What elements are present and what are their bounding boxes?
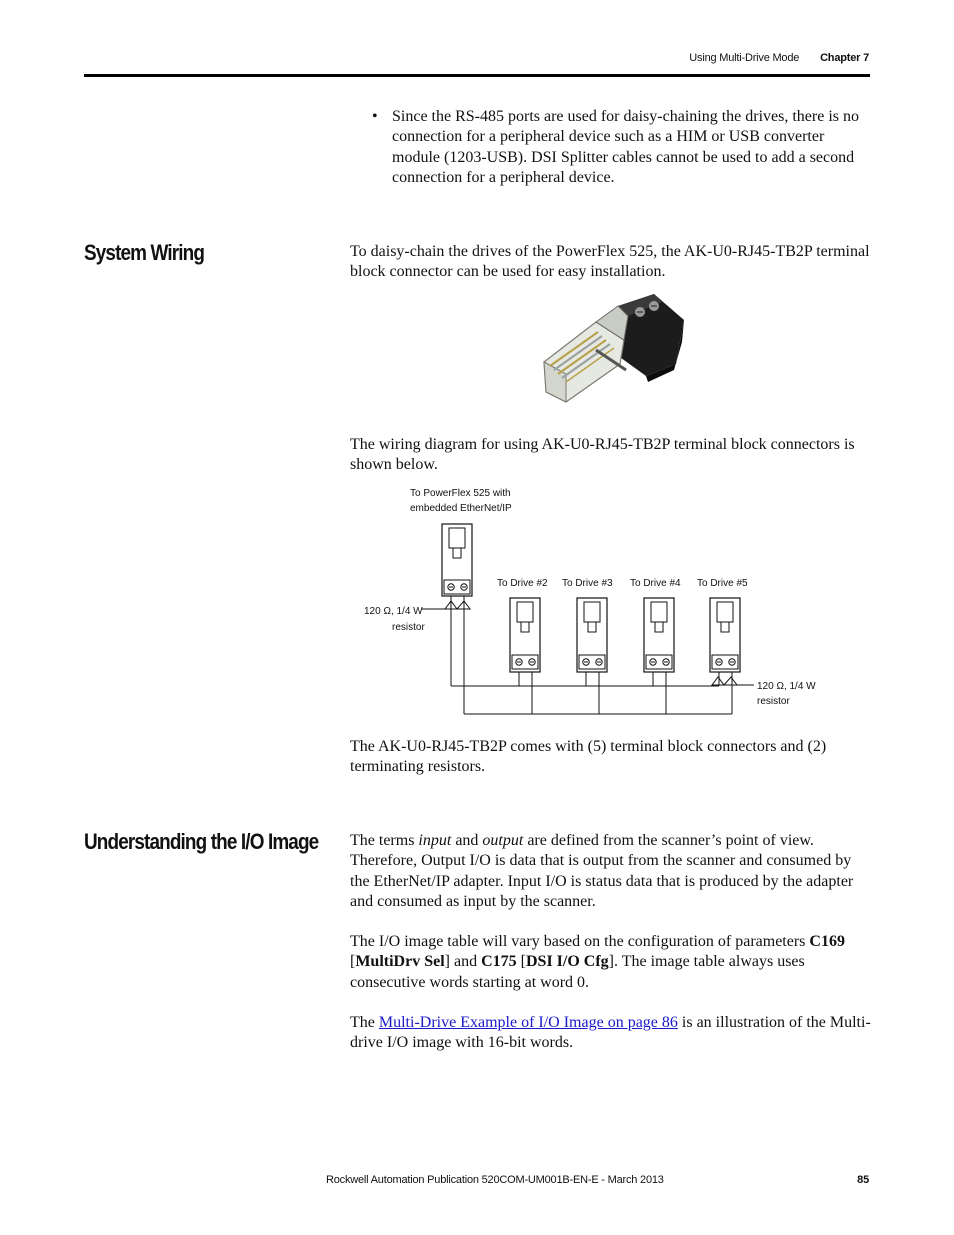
connector-photo: [536, 292, 688, 414]
connector-drive-3: [577, 598, 607, 714]
text-segment: The I/O image table will vary based on the configuration of parameters: [350, 933, 810, 950]
text-segment: is an illustration of the Multi-drive I/O image with 16-bit words.: [350, 1014, 871, 1052]
term-input: input: [418, 832, 452, 849]
text-segment: The terms: [350, 832, 419, 849]
text-segment: are defined from the scanner’s point of view. Therefore, Output I/O is data that is output from the scanner and consumed by the EtherNet/IP adapter. Input I/O is status data that is produced by the adapter and consumed as input by the scanner.: [350, 832, 854, 911]
label-resistor-right-2: resistor: [757, 696, 790, 707]
text-segment: [: [516, 953, 526, 971]
label-resistor-left-1: 120 Ω, 1/4 W: [364, 606, 423, 617]
param-c175: C175: [481, 953, 517, 971]
heading-io-image: Understanding the I/O Image: [84, 829, 319, 854]
label-drive-5: To Drive #5: [697, 578, 748, 589]
text-segment: ]. The image table always uses consecutive words starting at word 0.: [350, 953, 805, 991]
label-resistor-right-1: 120 Ω, 1/4 W: [757, 681, 816, 692]
param-multidrv-sel: MultiDrv Sel: [355, 953, 445, 971]
label-powerflex-2: embedded EtherNet/IP: [410, 503, 512, 514]
system-wiring-after: The AK-U0-RJ45-TB2P comes with (5) terminal block connectors and (2) terminating resistors.: [350, 738, 827, 776]
text-segment: ] and: [444, 953, 482, 971]
io-paragraph-3: [350, 1013, 872, 1054]
link-multi-drive-example[interactable]: Multi-Drive Example of I/O Image on page 86: [378, 1014, 678, 1031]
system-wiring-intro: To daisy-chain the drives of the PowerFlex 525, the AK-U0-RJ45-TB2P terminal block connector can be used for easy installation.: [350, 243, 870, 281]
label-drive-2: To Drive #2: [497, 578, 548, 589]
param-dsi-io-cfg: DSI I/O Cfg: [525, 953, 609, 971]
header-rule: [84, 74, 870, 77]
term-output: output: [482, 832, 524, 849]
connector-drive-5: [710, 598, 740, 714]
text-segment: [: [350, 953, 356, 971]
resistor-left: [422, 601, 470, 609]
footer-publication: Rockwell Automation Publication 520COM-UM001B-EN-E - March 2013: [326, 1174, 664, 1186]
io-paragraph-1: [350, 831, 872, 913]
diagram-intro: The wiring diagram for using AK-U0-RJ45-TB2P terminal block connectors is shown below.: [350, 436, 855, 474]
param-c169: C169: [809, 933, 845, 950]
resistor-right: [712, 677, 754, 685]
running-header: [689, 52, 869, 64]
connector-drive-4: [644, 598, 674, 714]
io-paragraph-2: [350, 932, 872, 993]
label-drive-3: To Drive #3: [562, 578, 613, 589]
label-powerflex-1: To PowerFlex 525 with: [410, 488, 511, 499]
connector-drive-2: [510, 598, 540, 714]
bullet-marker: •: [372, 108, 378, 125]
text-segment: The: [350, 1014, 379, 1031]
label-drive-4: To Drive #4: [630, 578, 681, 589]
bullet-paragraph: Since the RS-485 ports are used for daisy-chaining the drives, there is no connection for a peripheral device such as a HIM or USB converter module (1203-USB). DSI Splitter cables cannot be used to add a second connection for a peripheral device.: [392, 108, 859, 187]
chapter-label: Chapter 7: [820, 52, 869, 64]
label-resistor-left-2: resistor: [392, 622, 425, 633]
footer-page-number: 85: [857, 1174, 869, 1186]
wiring-diagram: [350, 480, 850, 720]
text-segment: and: [451, 832, 483, 849]
heading-system-wiring: System Wiring: [84, 240, 205, 265]
section-title: Using Multi-Drive Mode: [689, 52, 800, 64]
